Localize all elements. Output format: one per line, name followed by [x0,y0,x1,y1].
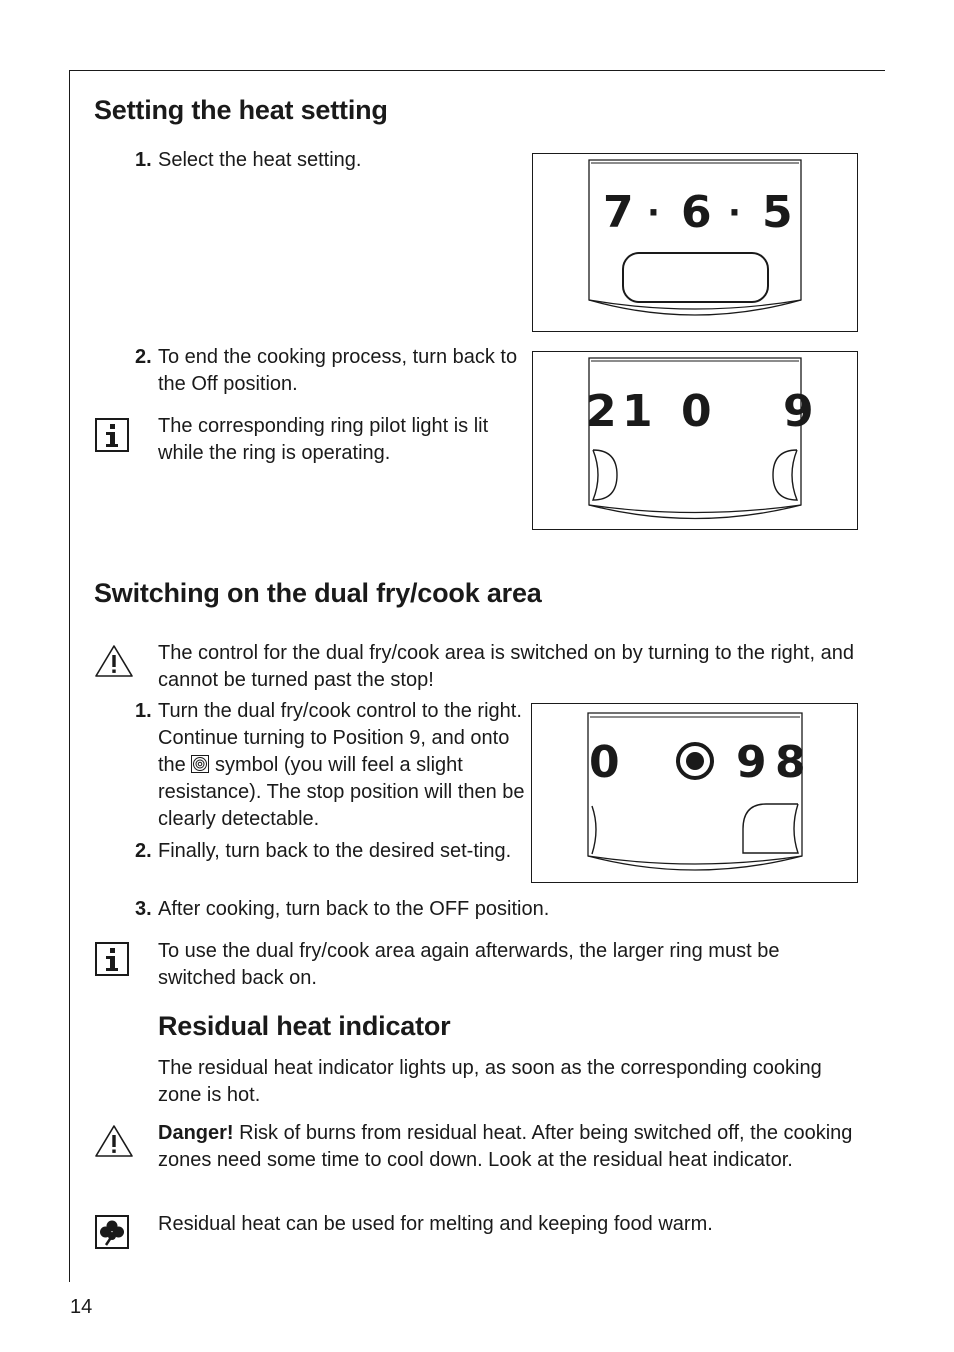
control-knob-figure-098 [531,703,858,883]
step-text [158,698,526,833]
step-text: After cooking, turn back to the OFF position. [158,898,550,920]
dial-digit: 2 [586,386,617,437]
step-text-part: Turn the dual fry/cook control to the right. Continue turning to Position 9, and onto the [158,700,522,776]
dial-dot: · [728,193,741,233]
warning-note: The control for the dual fry/cook area is switched on by turning to the right, and cannot be turned past the stop! [158,642,854,691]
step-text: Finally, turn back to the desired set-ting. [158,840,512,862]
section-heading-heat-setting: Setting the heat setting [94,95,388,125]
step-number: 3. [135,898,152,920]
dial-digit: 9 [736,737,767,788]
section-heading-residual-heat: Residual heat indicator [158,1011,451,1041]
step-number: 1. [135,149,152,171]
danger-text: Risk of burns from residual heat. After being switched off, the cooking zones need some time to cool down. Look at the residual heat indicator. [158,1122,853,1171]
step-text-part: symbol (you will feel a slight resistance). The stop position will then be clearly detectable. [158,754,525,830]
danger-note [158,1120,858,1174]
control-knob-figure-765 [532,153,858,332]
control-knob-figure-2109 [532,351,858,530]
left-margin-rule [69,70,70,1282]
dial-dot: · [647,193,660,233]
intro-paragraph: The residual heat indicator lights up, as soon as the corresponding cooking zone is hot. [158,1057,822,1106]
clover-leaf-icon [95,1215,129,1254]
info-note: The corresponding ring pilot light is lit while the ring is operating. [158,415,489,464]
info-icon [95,942,129,981]
dial-digit: 8 [775,737,806,788]
dial-digit: 7 [603,187,634,238]
dial-digit: 0 [589,737,620,788]
info-note: To use the dual fry/cook area again afterwards, the larger ring must be switched back on. [158,940,780,989]
warning-triangle-icon [94,644,134,683]
dial-digit: 0 [681,386,712,437]
top-rule [69,70,885,71]
step-number: 2. [135,840,152,862]
warning-triangle-icon [94,1124,134,1163]
dial-digit: 9 [783,386,814,437]
dial-digit: 5 [762,187,793,238]
step-number: 2. [135,346,152,368]
tip-note: Residual heat can be used for melting and keeping food warm. [158,1213,713,1235]
dial-digit: 6 [681,187,712,238]
step-text: To end the cooking process, turn back to the Off position. [158,346,518,395]
dual-ring-dial-symbol [678,744,712,778]
dual-ring-symbol-icon [191,754,209,772]
step-number: 1. [135,700,152,722]
section-heading-dual-fry-cook: Switching on the dual fry/cook area [94,578,542,608]
page-number: 14 [70,1296,93,1318]
step-text: Select the heat setting. [158,149,362,171]
danger-label: Danger! [158,1122,234,1144]
dial-digit: 1 [622,386,653,437]
info-icon [95,418,129,457]
